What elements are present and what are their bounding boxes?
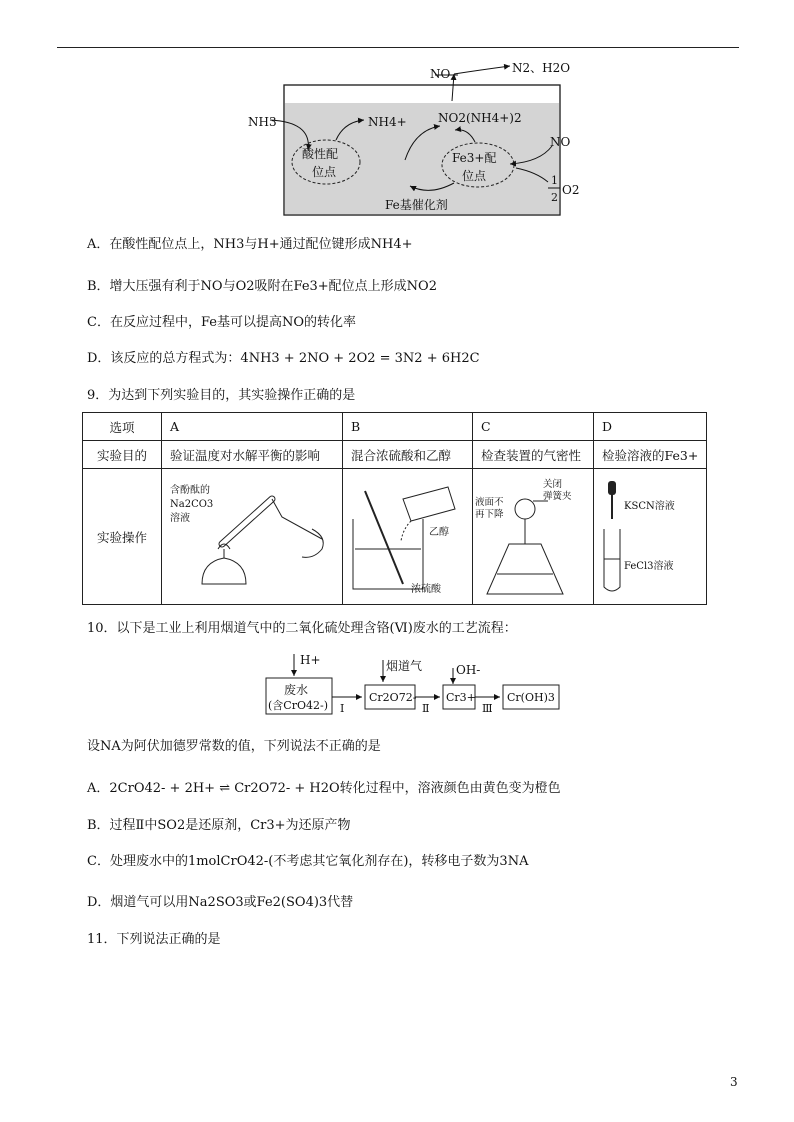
no-in-label: NO — [550, 135, 571, 149]
q9-stem: 9．为达到下列实验目的，其实验操作正确的是 — [87, 388, 356, 403]
svg-text:Na2CO3: Na2CO3 — [170, 499, 214, 510]
table-cell: 实验目的 — [83, 441, 162, 469]
o2-coef-den: 2 — [551, 191, 558, 204]
q8-option-c: C．在反应过程中，Fe基可以提高NO的转化率 — [87, 315, 356, 330]
table-cell: 实验操作 — [83, 469, 162, 605]
svg-text:Ⅰ: Ⅰ — [340, 702, 345, 715]
table-cell: B — [343, 413, 473, 441]
chromium-flow-diagram — [258, 650, 568, 720]
svg-text:溶液: 溶液 — [170, 513, 190, 524]
catalyst-label: Fe基催化剂 — [385, 198, 448, 212]
table-row — [83, 441, 707, 469]
svg-text:Ⅲ: Ⅲ — [482, 702, 493, 715]
svg-text:KSCN溶液: KSCN溶液 — [624, 501, 675, 512]
svg-text:Cr3+: Cr3+ — [446, 691, 476, 704]
beaker-pouring-image — [343, 469, 471, 601]
svg-text:含酚酞的: 含酚酞的 — [170, 485, 210, 496]
svg-text:关闭: 关闭 — [543, 479, 563, 490]
dropper-test-image — [594, 469, 704, 601]
svg-text:废水: 废水 — [284, 683, 309, 697]
apparatus-c-cell — [473, 469, 594, 605]
table-cell: 检查装置的气密性 — [473, 441, 594, 469]
svg-text:FeCl3溶液: FeCl3溶液 — [624, 561, 674, 572]
q10-option-b: B．过程Ⅱ中SO2是还原剂，Cr3+为还原产物 — [87, 818, 351, 833]
svg-text:再下降: 再下降 — [475, 509, 504, 520]
experiment-table — [82, 412, 707, 605]
apparatus-a-cell — [162, 469, 343, 605]
fe-site-label-1: Fe3+配 — [452, 151, 497, 165]
table-cell: 混合浓硫酸和乙醇 — [343, 441, 473, 469]
table-cell: 验证温度对水解平衡的影响 — [162, 441, 343, 469]
header-rule — [57, 47, 739, 48]
table-row — [83, 469, 707, 605]
q11-stem: 11．下列说法正确的是 — [87, 932, 221, 947]
svg-text:Cr(OH)3: Cr(OH)3 — [507, 691, 555, 704]
no-out-label: NO — [430, 67, 451, 81]
no2-complex-label: NO2(NH4+)2 — [438, 111, 522, 125]
airtightness-check-image — [473, 469, 591, 601]
catalyst-diagram — [240, 58, 590, 218]
table-row — [83, 413, 707, 441]
q10-stem: 10．以下是工业上利用烟道气中的二氧化硫处理含铬(Ⅵ)废水的工艺流程： — [87, 621, 517, 636]
q8-option-d: D．该反应的总方程式为：4NH3 + 2NO + 2O2 = 3N2 + 6H2C — [87, 351, 480, 366]
svg-text:浓硫酸: 浓硫酸 — [411, 584, 441, 595]
q8-option-a: A．在酸性配位点上，NH3与H+通过配位键形成NH4+ — [87, 237, 413, 252]
q10-intro: 设NA为阿伏加德罗常数的值，下列说法不正确的是 — [87, 739, 381, 754]
products-label: N2、H2O — [512, 61, 571, 75]
table-cell: D — [594, 413, 707, 441]
svg-text:乙醇: 乙醇 — [429, 527, 449, 538]
o2-label: O2 — [562, 183, 580, 197]
table-cell: 检验溶液的Fe3+ — [594, 441, 707, 469]
q10-option-d: D．烟道气可以用Na2SO3或Fe2(SO4)3代替 — [87, 895, 354, 910]
svg-text:弹簧夹: 弹簧夹 — [543, 491, 572, 502]
table-cell: A — [162, 413, 343, 441]
svg-text:Ⅱ: Ⅱ — [422, 702, 430, 715]
table-cell: 选项 — [83, 413, 162, 441]
q10-option-a: A．2CrO42- + 2H+ ⇌ Cr2O72- + H2O转化过程中，溶液颜色由黄色变为橙色 — [87, 781, 561, 796]
svg-text:Cr2O72-: Cr2O72- — [369, 691, 417, 704]
svg-text:液面不: 液面不 — [475, 497, 504, 508]
svg-text:H+: H+ — [300, 653, 321, 667]
acid-site-label-2: 位点 — [312, 165, 337, 179]
nh3-label: NH3 — [248, 115, 277, 129]
apparatus-d-cell — [594, 469, 707, 605]
acid-site-label-1: 酸性配 — [302, 147, 339, 161]
page-number: 3 — [730, 1075, 738, 1089]
q10-option-c: C．处理废水中的1molCrO42-(不考虑其它氧化剂存在)，转移电子数为3NA — [87, 854, 529, 869]
apparatus-b-cell — [343, 469, 473, 605]
svg-text:(含CrO42-): (含CrO42-) — [268, 699, 328, 712]
svg-text:烟道气: 烟道气 — [386, 659, 423, 673]
heated-test-tube-image — [162, 469, 342, 601]
fe-site-label-2: 位点 — [462, 169, 487, 183]
nh4-label: NH4+ — [368, 115, 407, 129]
svg-text:OH-: OH- — [456, 663, 481, 677]
q8-option-b: B．增大压强有利于NO与O2吸附在Fe3+配位点上形成NO2 — [87, 279, 437, 294]
o2-coef-num: 1 — [551, 174, 558, 187]
table-cell: C — [473, 413, 594, 441]
